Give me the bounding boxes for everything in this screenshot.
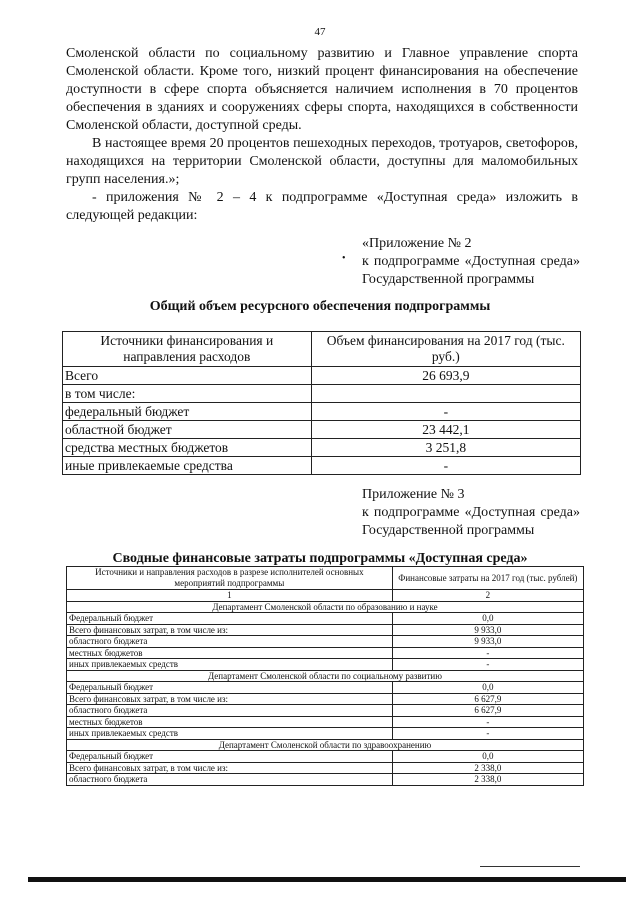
table-row: [67, 624, 584, 636]
row-label: Всего: [63, 367, 312, 385]
footer-thick-rule: [0, 877, 640, 882]
header-sources: Источники и направления расходов в разрезе исполнителей основных мероприятий подпрограммы: [67, 567, 393, 590]
table2-title: Сводные финансовые затраты подпрограммы «Доступная среда»: [112, 551, 528, 566]
table-row: [63, 457, 581, 475]
row-label: Федеральный бюджет: [67, 682, 393, 694]
paragraph-2: В настоящее время 20 процентов пешеходных переходов, тротуаров, светофоров, находящихся на территории Смоленской области, доступны для маломобильных групп населения.»;: [66, 136, 578, 187]
footer-thin-rule: [0, 866, 640, 867]
table-row: [63, 403, 581, 421]
table-row: [67, 636, 584, 648]
section-title: Департамент Смоленской области по образованию и науке: [67, 601, 584, 613]
row-label: областного бюджета: [67, 705, 393, 717]
appendix-2-heading: [362, 235, 580, 289]
row-value: 6 627,9: [392, 705, 583, 717]
row-label: Федеральный бюджет: [67, 613, 393, 625]
table-row: [67, 774, 584, 786]
table-row: [67, 613, 584, 625]
resource-table: [62, 331, 581, 475]
table-header-row: [67, 567, 584, 590]
table-row: [63, 367, 581, 385]
appendix-2-line2: к подпрограмме «Доступная среда»: [362, 254, 580, 269]
appendix-3-line2: к подпрограмме «Доступная среда»: [362, 505, 580, 520]
page-number: 47: [314, 26, 326, 38]
table-row: [63, 421, 581, 439]
row-label: иных привлекаемых средств: [67, 659, 393, 671]
table-header-row: [63, 332, 581, 367]
column-number-row: [67, 590, 584, 602]
table-row: [63, 385, 581, 403]
section-row: [67, 601, 584, 613]
row-value: 0,0: [392, 751, 583, 763]
row-label: иных привлекаемых средств: [67, 728, 393, 740]
table-row: [67, 693, 584, 705]
row-value: 0,0: [392, 682, 583, 694]
header-sources: Источники финансирования и направления расходов: [63, 332, 312, 367]
appendix-2-line1: «Приложение № 2: [362, 236, 472, 251]
row-value: 23 442,1: [311, 421, 580, 439]
row-value: 9 933,0: [392, 624, 583, 636]
appendix-3-line1: Приложение № 3: [362, 487, 465, 502]
appendix-2-line3: Государственной программы: [362, 272, 535, 287]
table-row: [67, 705, 584, 717]
row-value: -: [392, 728, 583, 740]
row-label: Всего финансовых затрат, в том числе из:: [67, 624, 393, 636]
bullet-mark: •: [342, 253, 346, 264]
row-label: местных бюджетов: [67, 647, 393, 659]
table-row: [67, 751, 584, 763]
table-row: [67, 716, 584, 728]
row-value: 3 251,8: [311, 439, 580, 457]
paragraph-1: Смоленской области по социальному развитию и Главное управление спорта Смоленской области. Кроме того, низкий процент финансирования на обеспечение доступности в сфере спорта объясняется наличием исполнения в 70 процентов обеспечения в зданиях и сооружениях сферы спорта, находящихся в собственности Смоленской области, доступной среды.: [66, 46, 578, 133]
table-row: [67, 762, 584, 774]
row-label: областного бюджета: [67, 774, 393, 786]
section-title: Департамент Смоленской области по социальному развитию: [67, 670, 584, 682]
row-label: Всего финансовых затрат, в том числе из:: [67, 762, 393, 774]
table-row: [67, 682, 584, 694]
row-label: Федеральный бюджет: [67, 751, 393, 763]
row-value: 2 338,0: [392, 762, 583, 774]
column-number-2: 2: [392, 590, 583, 602]
row-value: 9 933,0: [392, 636, 583, 648]
section-title: Департамент Смоленской области по здравоохранению: [67, 739, 584, 751]
row-value: -: [311, 403, 580, 421]
row-value: -: [392, 659, 583, 671]
row-label: областной бюджет: [63, 421, 312, 439]
row-label: областного бюджета: [67, 636, 393, 648]
column-number-1: 1: [67, 590, 393, 602]
row-value: 0,0: [392, 613, 583, 625]
table-row: [67, 728, 584, 740]
header-costs: Финансовые затраты на 2017 год (тыс. рублей): [392, 567, 583, 590]
table1-title: Общий объем ресурсного обеспечения подпрограммы: [149, 299, 491, 314]
section-row: [67, 670, 584, 682]
appendix-3-line3: Государственной программы: [362, 523, 535, 538]
table-row: [67, 647, 584, 659]
row-label: федеральный бюджет: [63, 403, 312, 421]
row-label: иные привлекаемые средства: [63, 457, 312, 475]
row-label: местных бюджетов: [67, 716, 393, 728]
row-value: 26 693,9: [311, 367, 580, 385]
appendix-3-heading: [362, 486, 580, 540]
section-row: [67, 739, 584, 751]
row-value: -: [392, 647, 583, 659]
paragraph-3: - приложения № 2 – 4 к подпрограмме «Доступная среда» изложить в следующей редакции:: [66, 190, 578, 223]
row-value: -: [311, 457, 580, 475]
row-value: [311, 385, 580, 403]
row-label: средства местных бюджетов: [63, 439, 312, 457]
row-value: 2 338,0: [392, 774, 583, 786]
row-label: в том числе:: [63, 385, 312, 403]
row-value: -: [392, 716, 583, 728]
row-value: 6 627,9: [392, 693, 583, 705]
table-row: [67, 659, 584, 671]
table-row: [63, 439, 581, 457]
row-label: Всего финансовых затрат, в том числе из:: [67, 693, 393, 705]
financial-costs-table: [66, 566, 584, 786]
header-volume: Объем финансирования на 2017 год (тыс. руб.): [311, 332, 580, 367]
